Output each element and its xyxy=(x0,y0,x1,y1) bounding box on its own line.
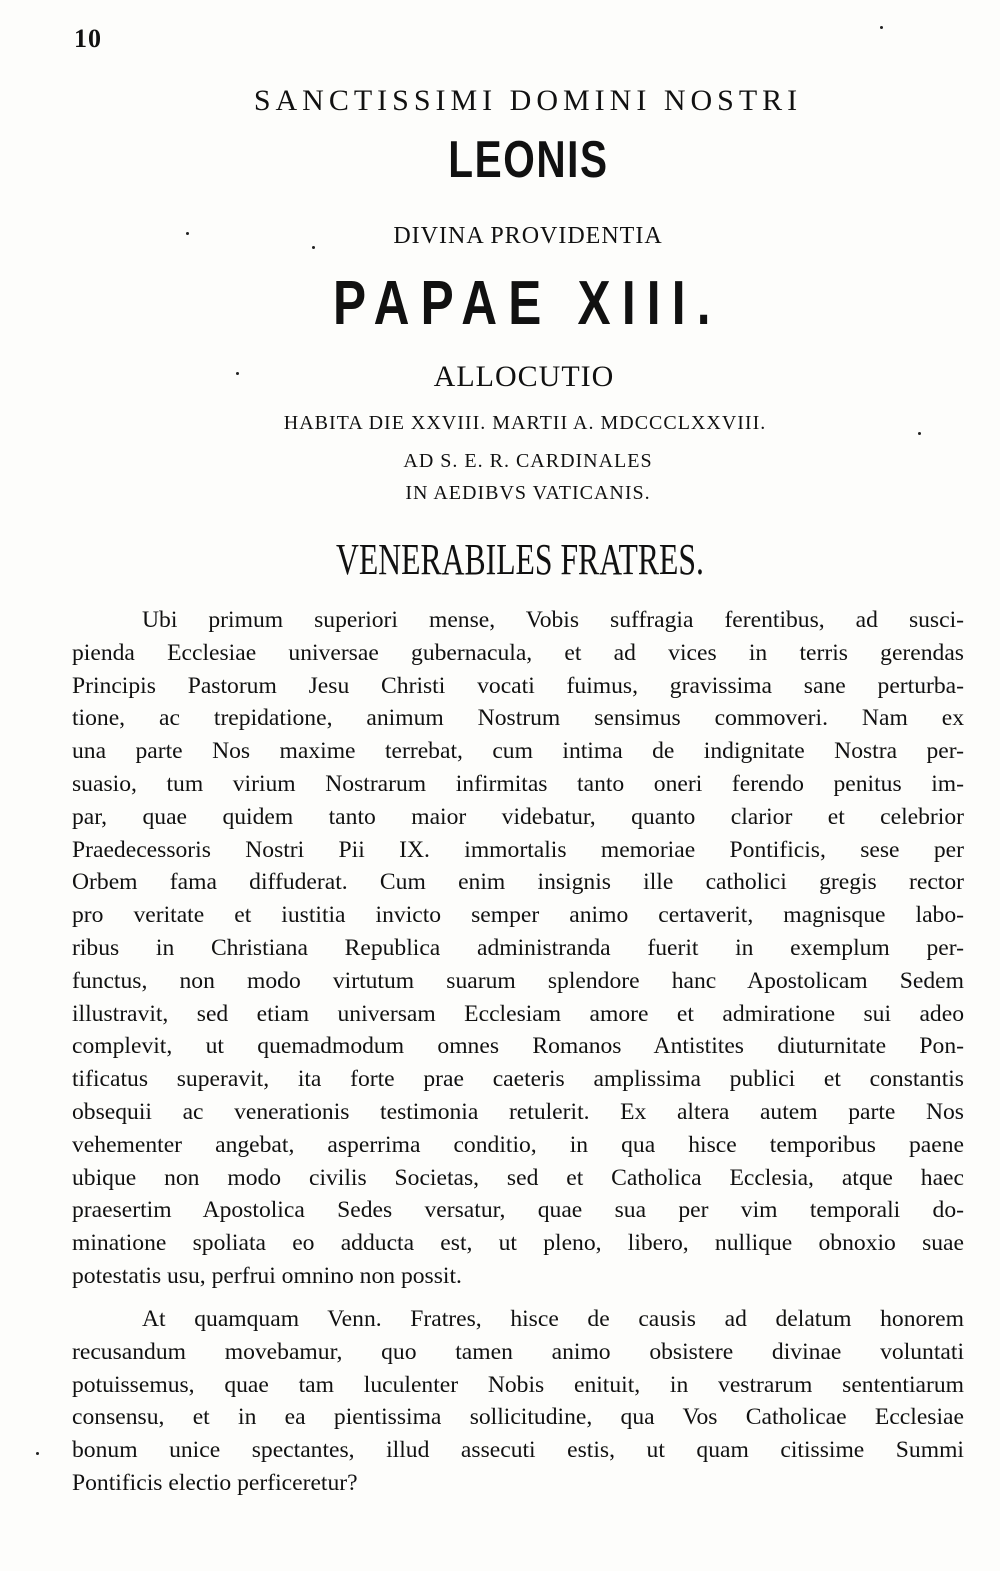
text-line: par, quae quidem tanto maior videbatur, quanto clarior et celebrior xyxy=(72,803,964,830)
scan-speck xyxy=(36,1452,39,1455)
scan-speck xyxy=(312,246,315,249)
text-line: potuissemus, quae tam luculenter Nobis enituit, in vestrarum sententiarum xyxy=(72,1371,964,1398)
text-line: complevit, ut quemadmodum omnes Romanos Antistites diuturnitate Pon- xyxy=(72,1033,964,1060)
occasion-line-1: HABITA DIE XXVIII. MARTII A. MDCCCLXXVIII. xyxy=(283,412,767,434)
document-type: ALLOCUTIO xyxy=(433,360,615,393)
text-line: praesertim Apostolica Sedes versatur, quae sua per vim temporali do- xyxy=(72,1197,964,1224)
text-line: consensu, et in ea pientissima sollicitudine, qua Vos Catholicae Ecclesiae xyxy=(72,1404,964,1431)
text-line: vehementer angebat, asperrima conditio, in qua hisce temporibus paene xyxy=(72,1131,964,1158)
occasion-line-3: IN AEDIBVS VATICANIS. xyxy=(405,482,651,504)
scan-speck xyxy=(880,26,883,29)
text-line: tificatus superavit, ita forte prae caeteris amplissima publici et constantis xyxy=(72,1066,964,1093)
text-line: potestatis usu, perfrui omnino non possit. xyxy=(72,1262,462,1289)
text-line: obsequii ac venerationis testimonia retulerit. Ex altera autem parte Nos xyxy=(72,1098,964,1125)
text-line: Pontificis electio perficeretur? xyxy=(72,1469,358,1496)
header-title: PAPAE XIII. xyxy=(333,269,722,338)
text-line: functus, non modo virtutum suarum splendore hanc Apostolicam Sedem xyxy=(72,967,964,994)
scan-speck xyxy=(186,232,189,235)
salutation: VENERABILES FRATRES. xyxy=(336,535,704,584)
page-number: 10 xyxy=(74,24,102,53)
scan-speck xyxy=(918,432,921,435)
text-line: tione, ac trepidatione, animum Nostrum sensimus commoveri. Nam ex xyxy=(72,705,964,732)
header-line-3: DIVINA PROVIDENTIA xyxy=(393,223,663,249)
text-line: pienda Ecclesiae universae gubernacula, et ad vices in terris gerendas xyxy=(72,639,964,666)
text-line: Ubi primum superiori mense, Vobis suffragia ferentibus, ad susci- xyxy=(142,607,964,633)
text-line: pro veritate et iustitia invicto semper animo certaverit, magnisque labo- xyxy=(72,902,964,929)
text-line: ubique non modo civilis Societas, sed et Catholica Ecclesia, atque haec xyxy=(72,1164,964,1191)
paragraph-2 xyxy=(72,1303,964,1500)
text-line: At quamquam Venn. Fratres, hisce de causis ad delatum honorem xyxy=(142,1306,964,1332)
text-line: Principis Pastorum Jesu Christi vocati fuimus, gravissima sane perturba- xyxy=(72,672,964,699)
text-line: Praedecessoris Nostri Pii IX. immortalis memoriae Pontificis, sese per xyxy=(72,836,964,863)
text-line: ribus in Christiana Republica administranda fuerit in exemplum per- xyxy=(72,934,964,961)
header-name: LEONIS xyxy=(448,131,609,189)
text-line: suasio, tum virium Nostrarum infirmitas tanto oneri ferendo penitus im- xyxy=(72,770,964,797)
text-line: minatione spoliata eo adducta est, ut pleno, libero, nullique obnoxio suae xyxy=(72,1230,964,1257)
text-line: bonum unice spectantes, illud assecuti estis, ut quam citissime Summi xyxy=(72,1437,964,1464)
paragraph-1 xyxy=(72,604,964,1293)
text-line: illustravit, sed etiam universam Ecclesiam amore et admiratione sui adeo xyxy=(72,1000,964,1027)
text-line: una parte Nos maxime terrebat, cum intima de indignitate Nostra per- xyxy=(72,738,964,765)
header-line-1: SANCTISSIMI DOMINI NOSTRI xyxy=(253,84,803,117)
text-line: recusandum movebamur, quo tamen animo obsistere divinae voluntati xyxy=(72,1338,964,1365)
text-line: Orbem fama diffuderat. Cum enim insignis ille catholici gregis rector xyxy=(72,869,964,896)
scan-speck xyxy=(236,372,239,375)
occasion-line-2: AD S. E. R. CARDINALES xyxy=(403,450,653,472)
